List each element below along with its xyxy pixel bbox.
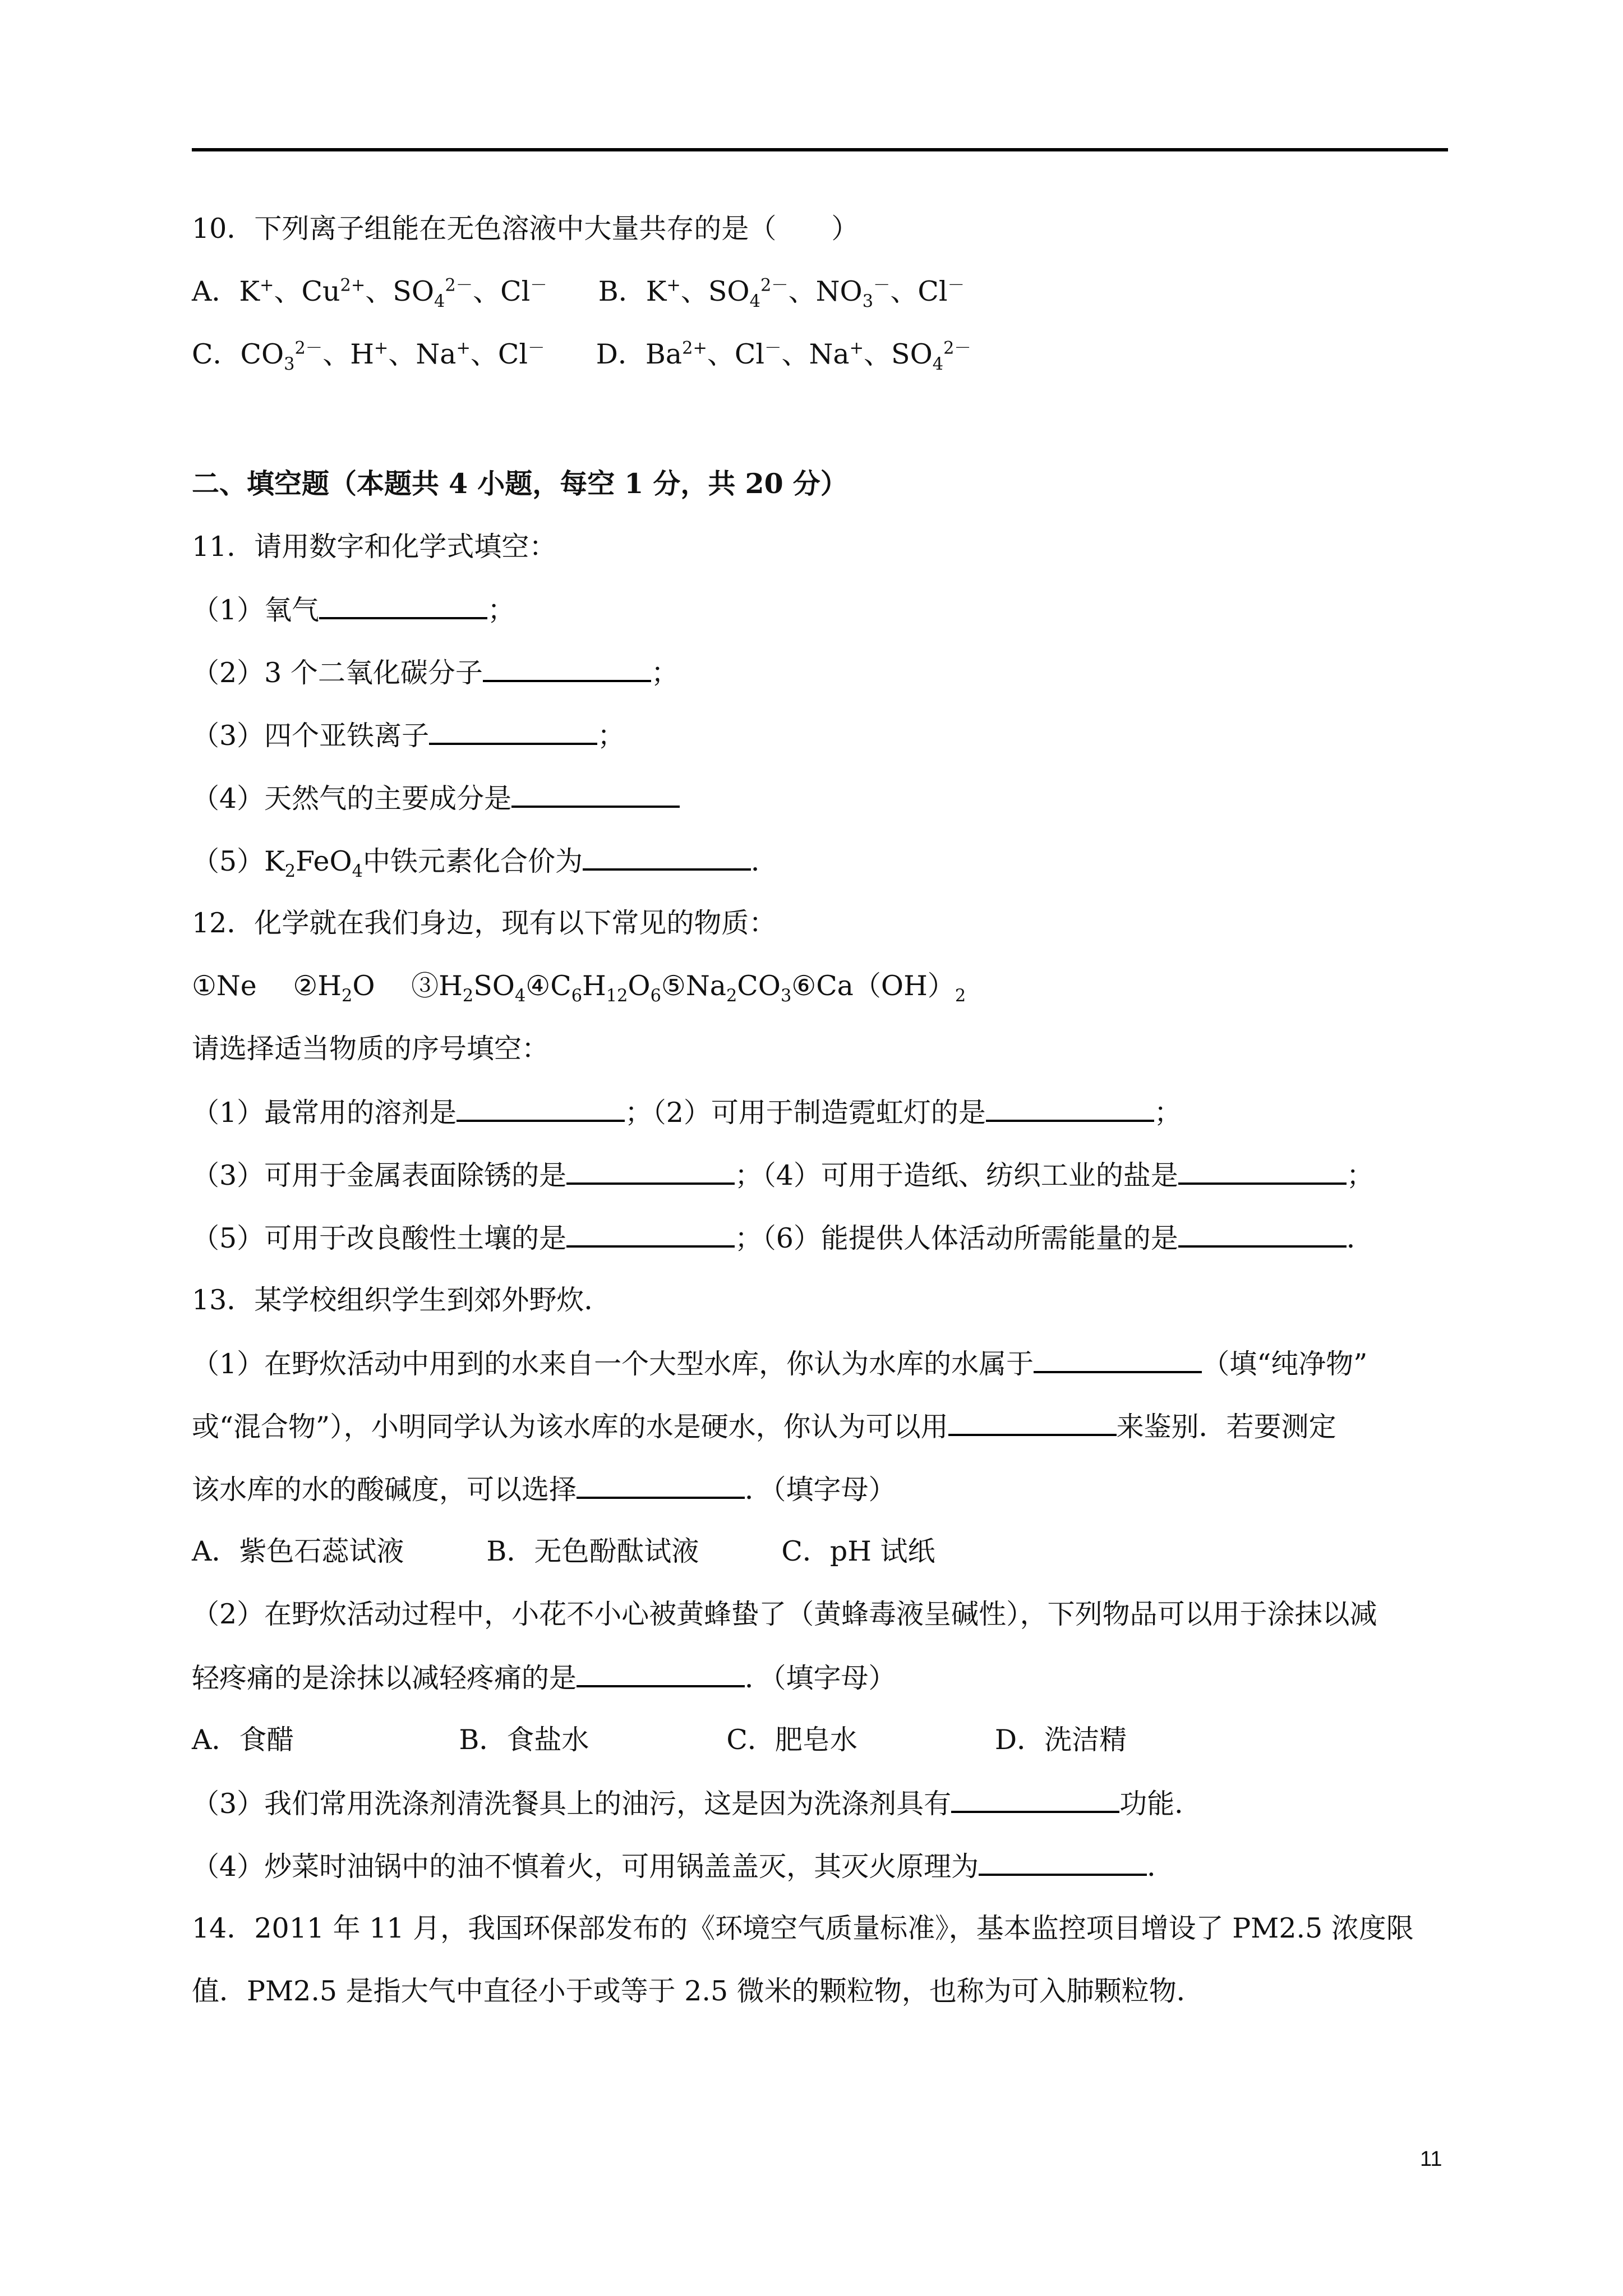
q11-part1: （1）氧气 ； bbox=[192, 592, 515, 627]
answer-blank[interactable] bbox=[986, 1095, 1154, 1122]
q12-prompt: 请选择适当物质的序号填空： bbox=[192, 1033, 550, 1065]
q11-part3: （3）四个亚铁离子 ； bbox=[192, 718, 625, 753]
answer-blank[interactable] bbox=[566, 1158, 735, 1185]
answer-blank[interactable] bbox=[483, 655, 651, 682]
q10-options-cd bbox=[192, 338, 971, 374]
q13-part2-line1: （2）在野炊活动过程中，小花不小心被黄蜂蛰了（黄蜂毒液呈碱性），下列物品可以用于涂抹以减 bbox=[192, 1598, 1377, 1630]
q11-part4: （4）天然气的主要成分是 bbox=[192, 781, 680, 816]
q13-part1-options: A．紫色石蕊试液 B．无色酚酞试液 C．pH 试纸 bbox=[192, 1535, 935, 1567]
q12-stem: 12．化学就在我们身边，现有以下常见的物质： bbox=[192, 907, 777, 939]
q12-row1: （1）最常用的溶剂是 ；（2）可用于制造霓虹灯的是 ； bbox=[192, 1095, 1182, 1130]
answer-blank[interactable] bbox=[1034, 1346, 1202, 1373]
page-number: 11 bbox=[1420, 2147, 1442, 2171]
q13-part2-line2: 轻疼痛的是涂抹以减轻疼痛的是 ．（填字母） bbox=[192, 1660, 896, 1695]
header-rule bbox=[192, 148, 1448, 151]
q14-line2: 值．PM2.5 是指大气中直径小于或等于 2.5 微米的颗粒物，也称为可入肺颗粒物． bbox=[192, 1975, 1204, 2007]
q13-part4: （4）炒菜时油锅中的油不慎着火，可用锅盖盖灭，其灭火原理为 ． bbox=[192, 1849, 1174, 1884]
q10-options-ab bbox=[192, 275, 965, 309]
answer-blank[interactable] bbox=[429, 718, 597, 745]
q13-part3: （3）我们常用洗涤剂清洗餐具上的油污，这是因为洗涤剂具有 功能． bbox=[192, 1786, 1202, 1821]
answer-blank[interactable] bbox=[511, 781, 680, 808]
answer-blank[interactable] bbox=[577, 1472, 745, 1499]
q10-stem: 10．下列离子组能在无色溶液中大量共存的是（ ） bbox=[192, 213, 859, 245]
q10-option-d: D．$Ba^{2+}$、Cl－、Na+、$SO_4^{2-}$ bbox=[596, 338, 971, 374]
q10-option-c: C．$CO_3^{2-}$、H+、Na+、Cl－ bbox=[192, 338, 545, 374]
answer-blank[interactable] bbox=[1178, 1221, 1347, 1248]
q11-part5: $(5)K_2FeO_4$中铁元素化合价为 ． bbox=[192, 844, 778, 878]
answer-blank[interactable] bbox=[951, 1786, 1119, 1813]
answer-blank[interactable] bbox=[319, 592, 487, 619]
answer-blank[interactable] bbox=[577, 1660, 745, 1687]
answer-blank[interactable] bbox=[583, 844, 751, 871]
q12-substances: ①Ne $②H_2O$ $③H_2SO_4④C_6H_{12}O_6⑤Na_2CO_3⑥Ca(OH)_2$ bbox=[192, 970, 966, 1006]
q13-part1-line3: 该水库的水的酸碱度，可以选择 ．（填字母） bbox=[192, 1472, 896, 1507]
q13-part2-options: A．食醋 B．食盐水 C．肥皂水 D．洗洁精 bbox=[192, 1724, 1127, 1756]
q11-stem: 11．请用数字和化学式填空： bbox=[192, 531, 557, 563]
answer-blank[interactable] bbox=[1178, 1158, 1347, 1185]
section2-title: 二、填空题（本题共 4 小题，每空 1 分，共 20 分） bbox=[192, 467, 848, 500]
answer-blank[interactable] bbox=[979, 1849, 1147, 1876]
q10-option-a: A．K+、$Cu^{2+}$、$SO_4^{2-}$、Cl－ bbox=[192, 275, 547, 311]
q12-row2: （3）可用于金属表面除锈的是 ；（4）可用于造纸、纺织工业的盐是 ； bbox=[192, 1158, 1374, 1193]
q13-stem: 13．某学校组织学生到郊外野炊． bbox=[192, 1284, 612, 1316]
q14-line1: 14．2011 年 11 月，我国环保部发布的《环境空气质量标准》，基本监控项目增设了 PM2.5 浓度限 bbox=[192, 1912, 1414, 1944]
q13-part1-line1: （1）在野炊活动中用到的水来自一个大型水库，你认为水库的水属于 （填“纯净物” bbox=[192, 1346, 1367, 1381]
q12-row3: （5）可用于改良酸性土壤的是 ；（6）能提供人体活动所需能量的是 ． bbox=[192, 1221, 1374, 1255]
answer-blank[interactable] bbox=[948, 1409, 1117, 1436]
q11-part2: （2）3 个二氧化碳分子 ； bbox=[192, 655, 679, 690]
answer-blank[interactable] bbox=[457, 1095, 625, 1122]
q13-part1-line2: 或“混合物”），小明同学认为该水库的水是硬水，你认为可以用 来鉴别．若要测定 bbox=[192, 1409, 1336, 1444]
answer-blank[interactable] bbox=[566, 1221, 735, 1248]
q10-option-b: B．K+、$SO_4^{2-}$、$NO_3^-$、Cl－ bbox=[598, 275, 965, 311]
